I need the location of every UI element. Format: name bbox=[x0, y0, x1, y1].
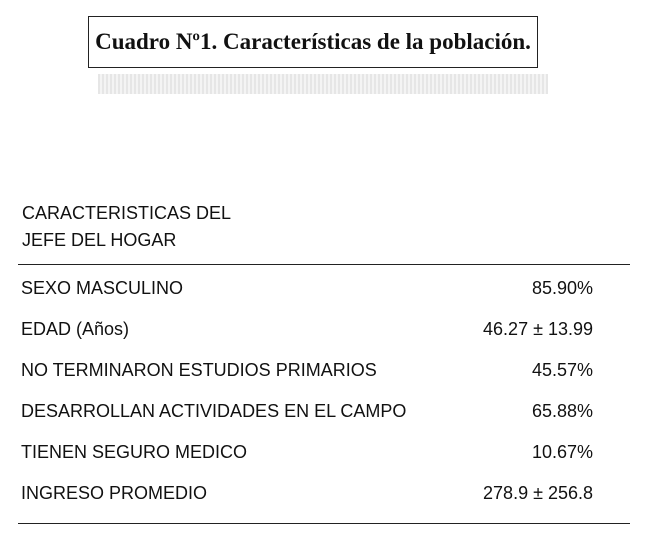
title-shadow-band bbox=[98, 74, 548, 94]
row-value: 10.67% bbox=[531, 442, 593, 462]
table-row bbox=[18, 355, 630, 396]
row-label: DESARROLLAN ACTIVIDADES EN EL CAMPO bbox=[21, 401, 407, 421]
table-body bbox=[18, 265, 630, 519]
row-value: 85.90% bbox=[531, 278, 593, 298]
row-label: INGRESO PROMEDIO bbox=[21, 483, 208, 503]
population-characteristics-table bbox=[18, 200, 630, 524]
table-title-box bbox=[88, 16, 538, 68]
table-row bbox=[18, 314, 630, 355]
row-value: 45.57% bbox=[531, 360, 593, 380]
footer-rule bbox=[18, 523, 630, 524]
row-label: SEXO MASCULINO bbox=[21, 278, 184, 298]
row-value: 278.9 ± 256.8 bbox=[483, 483, 593, 503]
table-row bbox=[18, 396, 630, 437]
row-label: NO TERMINARON ESTUDIOS PRIMARIOS bbox=[21, 360, 377, 380]
row-value: 65.88% bbox=[531, 401, 593, 421]
table-title: Cuadro Nº1. Características de la población. bbox=[95, 29, 531, 54]
header-line-2: JEFE DEL HOGAR bbox=[22, 230, 177, 250]
table-row bbox=[18, 478, 630, 519]
table-row bbox=[18, 437, 630, 478]
header-line-1: CARACTERISTICAS DEL bbox=[22, 203, 232, 223]
row-value: 46.27 ± 13.99 bbox=[483, 319, 593, 339]
table-header bbox=[18, 200, 630, 254]
row-label: TIENEN SEGURO MEDICO bbox=[21, 442, 248, 462]
row-label: EDAD (Años) bbox=[21, 319, 130, 339]
table-row bbox=[18, 273, 630, 314]
